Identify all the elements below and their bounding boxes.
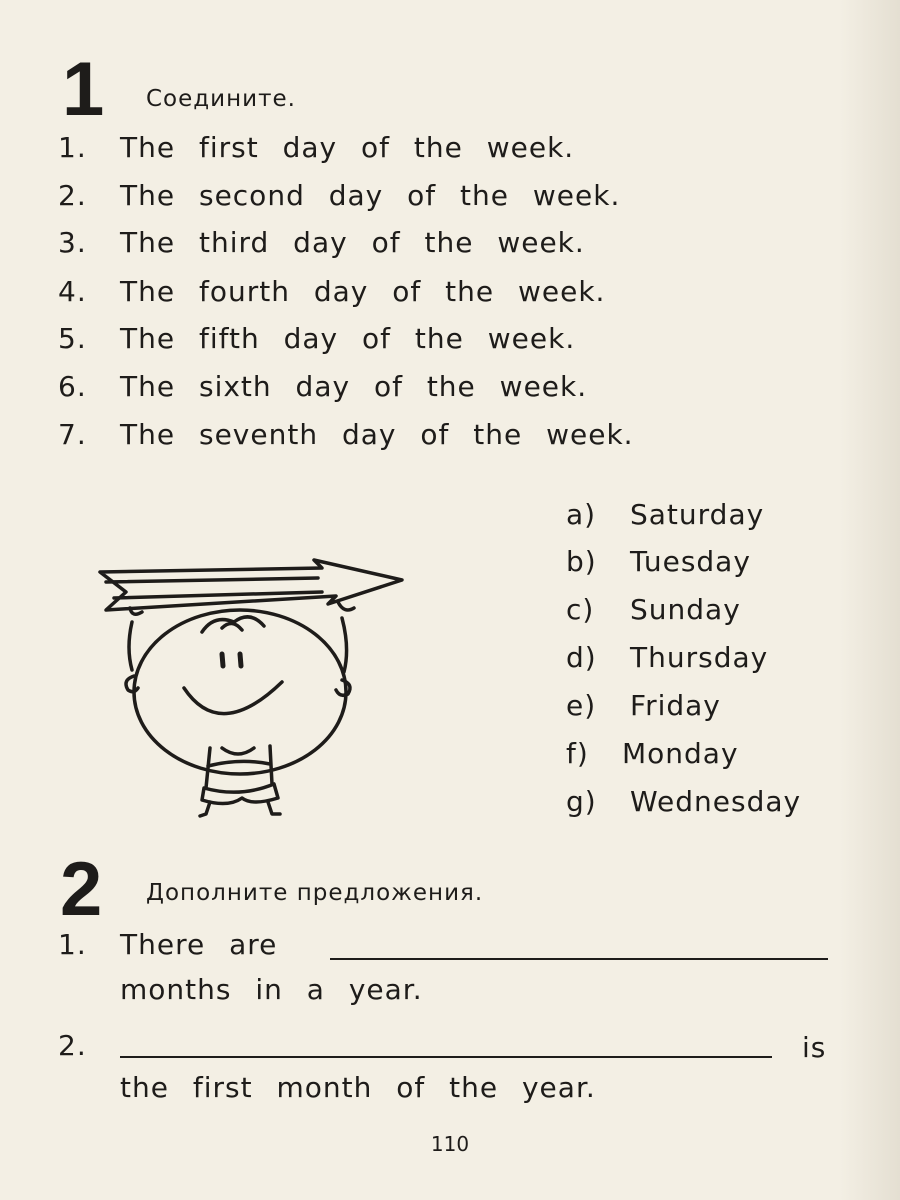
option-letter: d): [566, 641, 597, 674]
page-edge-shadow: [840, 0, 900, 1200]
sentence-text: months in a year.: [120, 973, 423, 1006]
option-letter: a): [566, 498, 597, 531]
item-text: The sixth day of the week.: [120, 370, 588, 403]
item-number: 5.: [58, 322, 87, 355]
answer-blank-1[interactable]: [330, 958, 828, 960]
list-item: [58, 370, 588, 403]
option-letter: f): [566, 737, 589, 770]
option-letter: e): [566, 689, 597, 722]
option-item: [566, 641, 769, 674]
item-number: 7.: [58, 418, 87, 451]
item-number: 3.: [58, 226, 87, 259]
option-text: Friday: [630, 689, 721, 722]
list-item: [58, 322, 576, 355]
item-number: 4.: [58, 275, 87, 308]
option-item: [566, 737, 739, 770]
option-item: [566, 689, 721, 722]
option-item: [566, 785, 802, 818]
option-text: Sunday: [630, 593, 741, 626]
option-text: Saturday: [630, 498, 765, 531]
item-text: The third day of the week.: [120, 226, 585, 259]
option-item: [566, 498, 765, 531]
option-item: [566, 545, 751, 578]
list-item: [58, 275, 606, 308]
item-number: 1.: [58, 131, 87, 164]
list-item: [58, 418, 634, 451]
option-text: Wednesday: [630, 785, 802, 818]
sentence-number: 1.: [58, 928, 87, 961]
item-text: The second day of the week.: [120, 179, 621, 212]
exercise-1-number: 1: [62, 47, 105, 132]
item-text: The fifth day of the week.: [120, 322, 576, 355]
list-item: [58, 226, 585, 259]
option-letter: b): [566, 545, 597, 578]
exercise-2-number: 2: [60, 847, 103, 932]
page-number: 110: [430, 1132, 470, 1156]
option-item: [566, 593, 741, 626]
option-text: Tuesday: [630, 545, 751, 578]
boy-holding-arrow-icon: [92, 552, 412, 822]
sentence-text: There are: [120, 928, 278, 961]
item-text: The fourth day of the week.: [120, 275, 606, 308]
option-text: Monday: [622, 737, 739, 770]
option-letter: c): [566, 593, 595, 626]
option-text: Thursday: [630, 641, 769, 674]
sentence-number: 2.: [58, 1029, 87, 1062]
answer-blank-2[interactable]: [120, 1056, 772, 1058]
item-number: 2.: [58, 179, 87, 212]
list-item: [58, 131, 575, 164]
exercise-1-instruction: Соедините.: [146, 86, 296, 112]
option-letter: g): [566, 785, 597, 818]
item-number: 6.: [58, 370, 87, 403]
item-text: The first day of the week.: [120, 131, 575, 164]
exercise-2-instruction: Дополните предложения.: [146, 880, 484, 906]
sentence-text: the first month of the year.: [120, 1071, 596, 1104]
list-item: [58, 179, 621, 212]
item-text: The seventh day of the week.: [120, 418, 634, 451]
sentence-text: is: [802, 1031, 827, 1064]
